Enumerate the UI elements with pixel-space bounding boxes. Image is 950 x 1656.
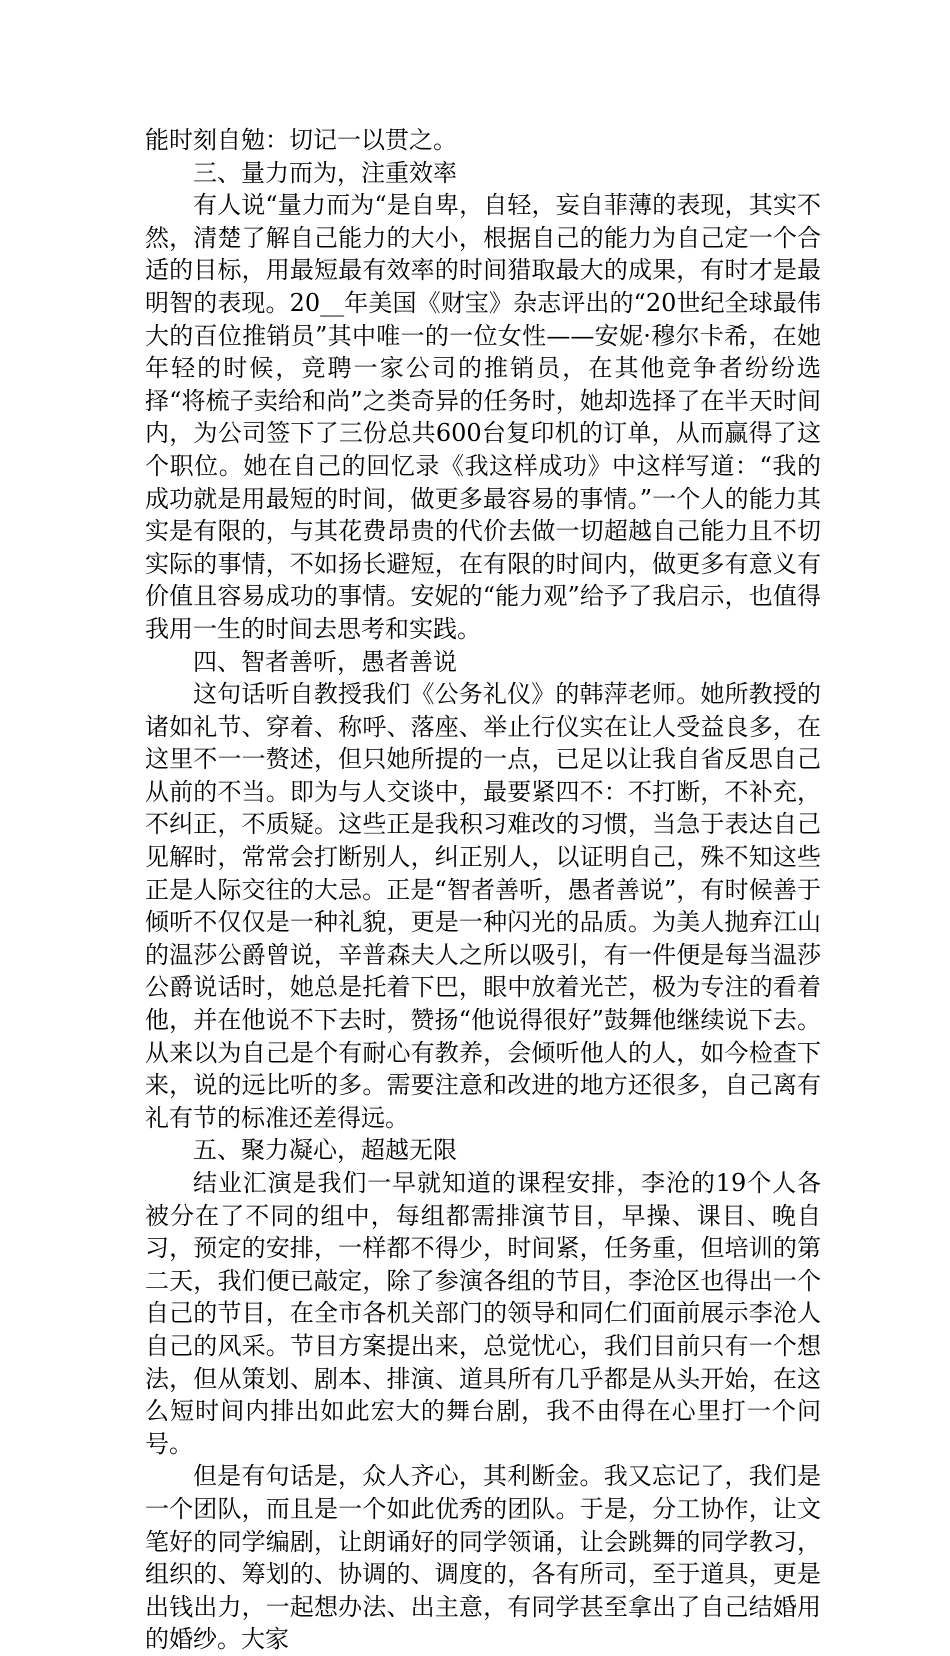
paragraph-section-4: 这句话听自教授我们《公务礼仪》的韩萍老师。她所教授的诸如礼节、穿着、称呼、落座、举止行仪实在让人受益良多，在这里不一一赘述，但只她所提的一点，已足以让我自省反思自己从前的不当。即为与人交谈中，最要紧四不：不打断，不补充，不纠正，不质疑。这些正是我积习难改的习惯，当急于表达自己见解时，常常会打断别人，纠正别人，以证明自己，殊不知这些正是人际交往的大忌。正是“智者善听，愚者善说”，有时候善于倾听不仅仅是一种礼貌，更是一种闪光的品质。为美人抛弃江山的温莎公爵曾说，辛普森夫人之所以吸引，有一件便是每当温莎公爵说话时，她总是托着下巴，眼中放着光芒，极为专注的看着他，并在他说不下去时，赞扬“他说得很好”鼓舞他继续说下去。从来以为自己是个有耐心有教养，会倾听他人的人，如今检查下来，说的远比听的多。需要注意和改进的地方还很多，自己离有礼有节的标准还差得远。	[145, 680, 821, 1132]
document-page	[145, 124, 821, 1656]
paragraph-section-5b: 但是有句话是，众人齐心，其利断金。我又忘记了，我们是一个团队，而且是一个如此优秀的团队。于是，分工协作，让文笔好的同学编剧，让朗诵好的同学领诵，让会跳舞的同学教习，组织的、筹划的、协调的、调度的，各有所司，至于道具，更是出钱出力，一起想办法、出主意，有同学甚至拿出了自己结婚用的婚纱。大家	[145, 1462, 821, 1654]
section-heading-5: 五、聚力凝心，超越无限	[193, 1136, 457, 1165]
paragraph-section-3: 有人说“量力而为“是自卑，自轻，妄自菲薄的表现，其实不然，清楚了解自己能力的大小，根据自己的能力为自己定一个合适的目标，用最短最有效率的时间猎取最大的成果，有时才是最明智的表现。20__年美国《财宝》杂志评出的“20世纪全球最伟大的百位推销员”其中唯一的一位女性——安妮·穆尔卡希，在她年轻的时候，竞聘一家公司的推销员，在其他竞争者纷纷选择“将梳子卖给和尚”之类奇异的任务时，她却选择了在半天时间内，为公司签下了三份总共600台复印机的订单，从而赢得了这个职位。她在自己的回忆录《我这样成功》中这样写道：“我的成功就是用最短的时间，做更多最容易的事情。”一个人的能力其实是有限的，与其花费昂贵的代价去做一切超越自己能力且不切实际的事情，不如扬长避短，在有限的时间内，做更多有意义有价值且容易成功的事情。安妮的“能力观”给予了我启示，也值得我用一生的时间去思考和实践。	[145, 191, 821, 643]
section-heading-4: 四、智者善听，愚者善说	[193, 647, 457, 676]
section-heading-3: 三、量力而为，注重效率	[193, 158, 457, 187]
paragraph-section-5a: 结业汇演是我们一早就知道的课程安排，李沧的19个人各被分在了不同的组中，每组都需排演节目，早操、课目、晚自习，预定的安排，一样都不得少，时间紧，任务重，但培训的第二天，我们便已敲定，除了参演各组的节目，李沧区也得出一个自己的节目，在全市各机关部门的领导和同仁们面前展示李沧人自己的风采。节目方案提出来，总觉忧心，我们目前只有一个想法，但从策划、剧本、排演、道具所有几乎都是从头开始，在这么短时间内排出如此宏大的舞台剧，我不由得在心里打一个问号。	[145, 1169, 821, 1458]
paragraph-continued: 能时刻自勉：切记一以贯之。	[145, 126, 457, 154]
